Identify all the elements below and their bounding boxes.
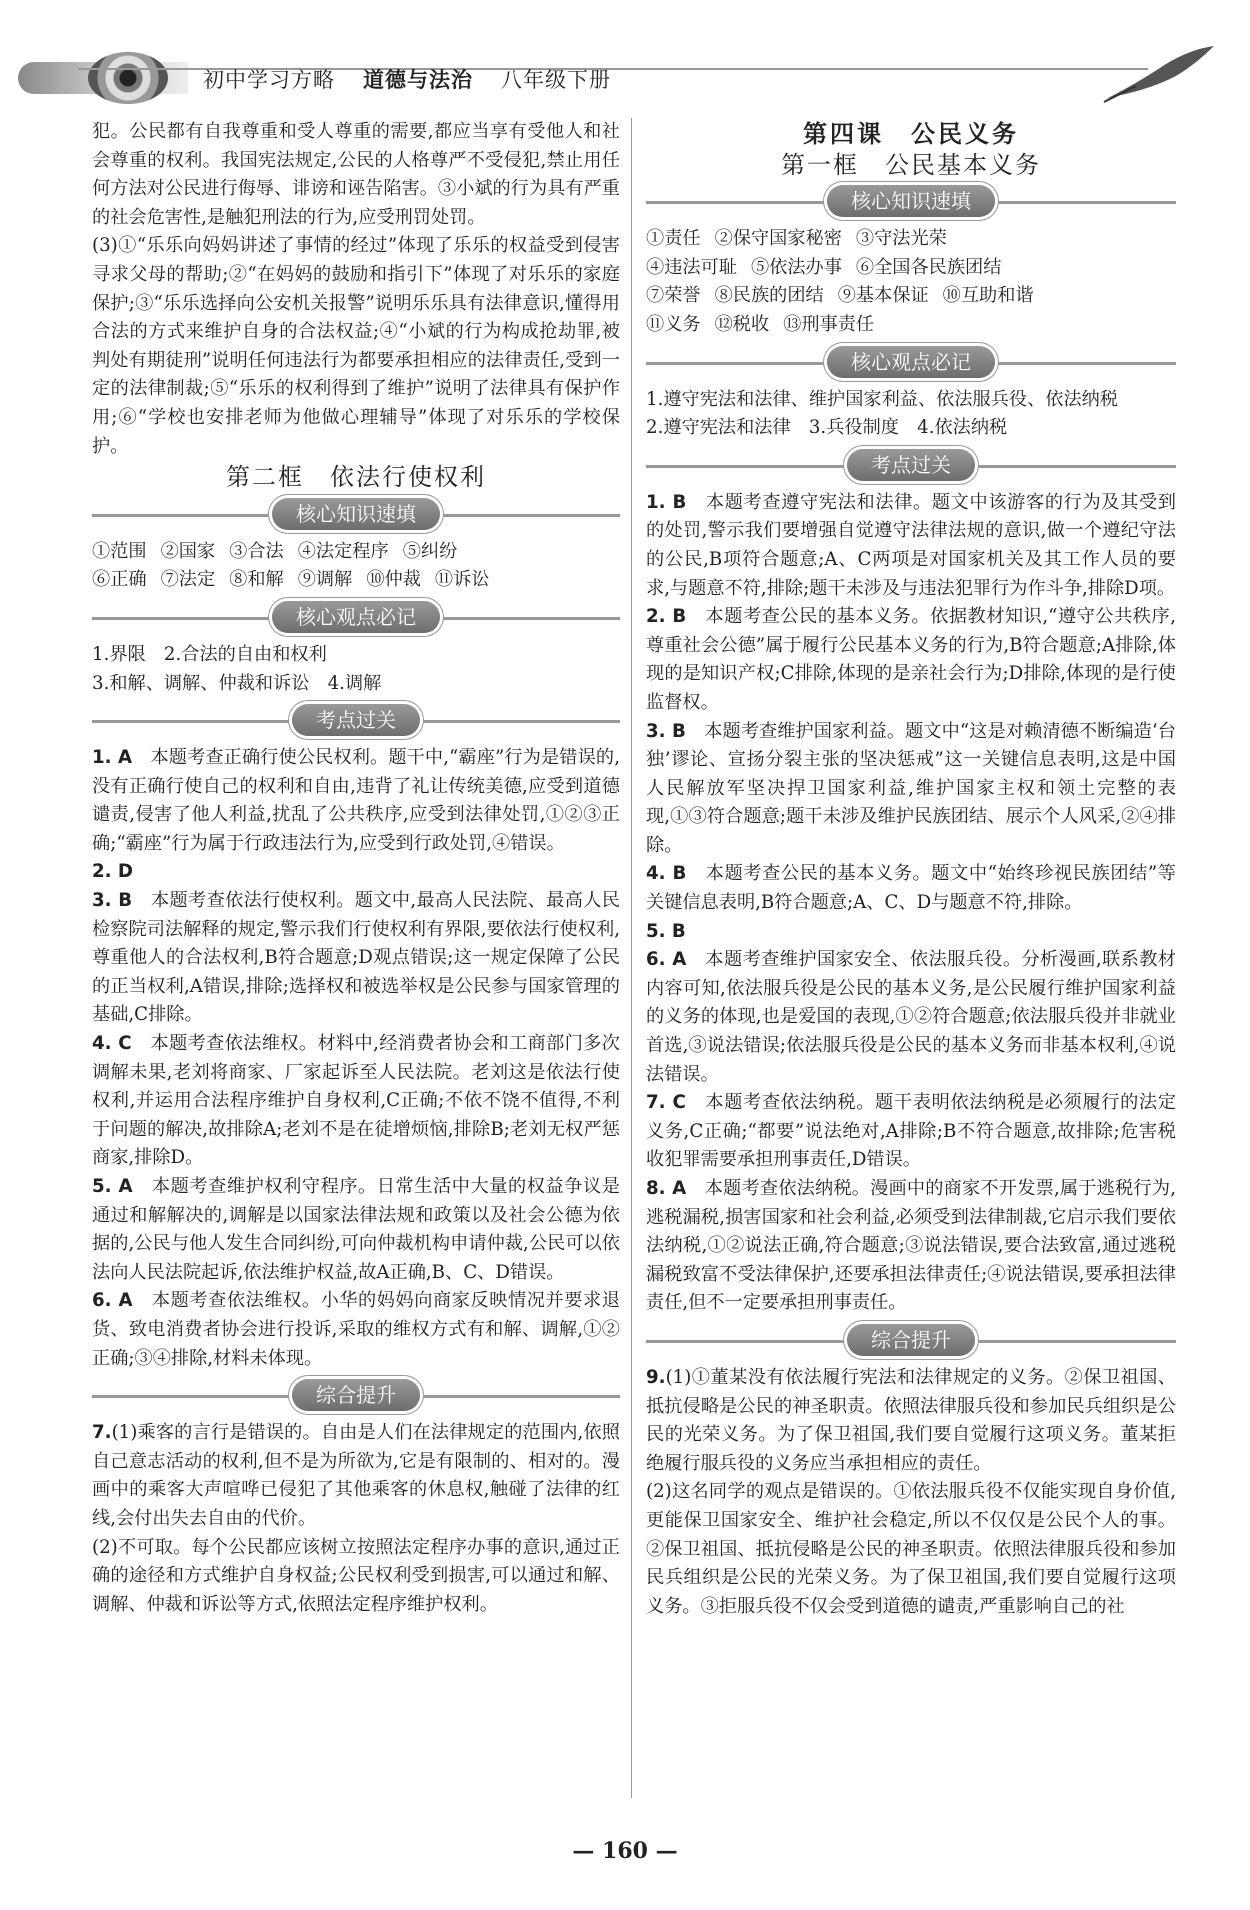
answer-number: 4. B bbox=[646, 863, 687, 885]
intro-paragraph-1: 犯。公民都有自我尊重和受人尊重的需要,都应当享有受他人和社会尊重的权利。我国宪法规定,公民的人格尊严不受侵犯,禁止用任何方法对公民进行侮辱、诽谤和诬告陷害。③小斌的行为具有严重的社会危害性,是触犯刑法的行为,应受刑罚处罚。 bbox=[92, 121, 620, 228]
page-header bbox=[18, 44, 1228, 108]
fill-row bbox=[646, 225, 1176, 254]
frame-title: 第二框 依法行使权利 bbox=[226, 463, 486, 492]
fill-item: ⑪义务 bbox=[646, 313, 701, 335]
fill-item: ⑤依法办事 bbox=[750, 256, 842, 278]
answer-item bbox=[646, 946, 1176, 1089]
point-line: 3.和解、调解、仲裁和诉讼 4.调解 bbox=[92, 672, 382, 694]
feather-icon bbox=[1096, 44, 1216, 104]
section-badge bbox=[92, 498, 620, 532]
fill-item: ⑧民族的团结 bbox=[714, 285, 824, 307]
fill-item: ⑨调解 bbox=[297, 569, 353, 591]
section-label: 核心知识速填 bbox=[272, 498, 440, 530]
intro-paragraph-2: (3)①“乐乐向妈妈讲述了事情的经过”体现了乐乐的权益受到侵害寻求父母的帮助;②“在妈妈的鼓励和指引下”体现了对乐乐的家庭保护;③“乐乐选择向公安机关报警”说明乐乐具有法律意识,懂得用合法的方式来维护自身的合法权益;④“小斌的行为构成抢劫罪,被判处有期徒刑”说明任何违法行为都要承担相应的法律责任,受到一定的法律制裁;⑤“乐乐的权利得到了维护”说明了法律具有保护作用;⑥“学校也安排老师为他做心理辅导”体现了对乐乐的学校保护。 bbox=[92, 235, 620, 457]
answer-number: 5. B bbox=[646, 920, 686, 942]
answer-item bbox=[92, 1287, 620, 1373]
answer-item bbox=[92, 1030, 620, 1173]
fill-row bbox=[646, 254, 1176, 283]
answer-item bbox=[646, 860, 1176, 917]
answer-text: 本题考查正确行使公民权利。题干中,“霸座”行为是错误的,没有正确行使自己的权利和自由,违背了礼让传统美德,应受到道德谴责,侵害了他人利益,扰乱了公共秩序,应受到法律处罚,①②③正确;“霸座”行为属于行政违法行为,应受到行政处罚,④错误。 bbox=[92, 747, 620, 854]
section-label: 综合提升 bbox=[847, 1324, 975, 1356]
section-badge bbox=[92, 1379, 620, 1413]
answer-text: 本题考查公民的基本义务。依据教材知识,“遵守公共秩序,尊重社会公德”属于履行公民基本义务的行为,B符合题意;A排除,体现的是知识产权;C排除,体现的是亲社会行为;D排除,体现的是行使监督权。 bbox=[646, 606, 1176, 713]
column-divider bbox=[631, 118, 632, 1798]
answer-item bbox=[92, 858, 620, 887]
answer-item bbox=[646, 1089, 1176, 1175]
fill-item: ⑦法定 bbox=[160, 569, 216, 591]
section-badge bbox=[646, 1324, 1176, 1358]
fill-row bbox=[92, 538, 620, 567]
answer-text: 本题考查维护国家利益。题文中“这是对赖清德不断编造‘台独’谬论、宣扬分裂主张的坚决惩戒”这一关键信息表明,这是中国人民解放军坚决捍卫国家利益,维护国家主权和领土完整的表现,①③符合题意;题干未涉及维护民族团结、展示个人风采,②④排除。 bbox=[646, 720, 1176, 856]
header-text bbox=[203, 64, 611, 94]
fill-item: ④法定程序 bbox=[297, 540, 389, 562]
fill-item: ②保守国家秘密 bbox=[714, 228, 842, 250]
fill-row bbox=[646, 282, 1176, 311]
answer-number: 3. B bbox=[92, 890, 133, 912]
point-line: 1.遵守宪法和法律、维护国家利益、依法服兵役、依法纳税 bbox=[646, 388, 1119, 410]
fill-item: ⑬刑事责任 bbox=[783, 313, 875, 335]
fill-item: ⑧和解 bbox=[229, 569, 284, 591]
answer-number: 8. A bbox=[646, 1178, 687, 1199]
section-label: 核心观点必记 bbox=[272, 601, 440, 633]
answer-item bbox=[646, 718, 1176, 861]
answer-number: 9. bbox=[646, 1366, 666, 1388]
section-badge bbox=[646, 449, 1176, 483]
fill-item: ⑤纠纷 bbox=[402, 540, 458, 562]
answer-text: 本题考查维护国家安全、依法服兵役。分析漫画,联系教材内容可知,依法服兵役是公民的基本义务,是公民履行维护国家利益的义务的体现,也是爱国的表现,①②符合题意;依法服兵役并非就业首选,③说法错误;依法服兵役是公民的基本义务而非基本权利,④说法错误。 bbox=[646, 949, 1176, 1085]
answer-text: 本题考查依法纳税。漫画中的商家不开发票,属于逃税行为,逃税漏税,损害国家和社会利益,必须受到法律制裁,它启示我们要依法纳税,①②说法正确,符合题意;③说法错误,要合法致富,通过逃税漏税致富不受法律保护,还要承担法律责任;④说法错误,要承担法律责任,但不一定要承担刑事责任。 bbox=[646, 1178, 1176, 1314]
section-label: 综合提升 bbox=[292, 1379, 420, 1411]
fill-item: ⑪诉讼 bbox=[434, 569, 490, 591]
section-label: 考点过关 bbox=[847, 449, 975, 481]
right-column bbox=[646, 118, 1176, 1621]
series-name: 初中学习方略 bbox=[203, 68, 335, 92]
answer-text: 本题考查遵守宪法和法律。题文中该游客的行为及其受到的处罚,警示我们要增强自觉遵守法律法规的意识,做一个遵纪守法的公民,B项符合题意;A、C两项是对国家机关及其工作人员的要求,与题意不符,排除;题干未涉及与违法犯罪行为作斗争,排除D项。 bbox=[646, 491, 1176, 599]
answer-text: 本题考查依法维权。材料中,经消费者协会和工商部门多次调解未果,老刘将商家、厂家起诉至人民法院。老刘这是依法行使权利,并运用合法程序维护自身权利,C正确;不依不饶不值得,不利于问题的解决,故排除A;老刘不是在徒增烦恼,排除B;老刘无权严惩商家,排除D。 bbox=[92, 1033, 620, 1169]
fill-item: ②国家 bbox=[160, 540, 216, 562]
fill-item: ①责任 bbox=[646, 228, 701, 250]
answer-text: 本题考查公民的基本义务。题文中“始终珍视民族团结”等关键信息表明,B符合题意;A、C、D与题意不符,排除。 bbox=[646, 863, 1176, 914]
answer-number: 4. C bbox=[92, 1033, 132, 1055]
section-label: 考点过关 bbox=[292, 704, 420, 736]
section-badge bbox=[92, 601, 620, 635]
fill-item: ①范围 bbox=[92, 540, 147, 562]
answer-number: 1. B bbox=[646, 491, 687, 513]
fill-item: ⑩仲裁 bbox=[366, 569, 421, 591]
page-number: — 160 — bbox=[572, 1838, 678, 1864]
answer-text: (1)乘客的言行是错误的。自由是人们在法律规定的范围内,依照自己意志活动的权利,但不是为所欲为,它是有限制的、相对的。漫画中的乘客大声喧哗已侵犯了其他乘客的休息权,触碰了法律的红线,会付出失去自由的代价。 bbox=[92, 1422, 620, 1529]
answer-item bbox=[92, 744, 620, 858]
answer-paragraph: (2)这名同学的观点是错误的。①依法服兵役不仅能实现自身价值,更能保卫国家安全、维护社会稳定,所以不仅仅是公民个人的事。②保卫祖国、抵抗侵略是公民的神圣职责。依照法律服兵役和参加民兵组织是公民的光荣义务。为了保卫祖国,我们要自觉履行这项义务。③拒服兵役不仅会受到道德的谴责,严重影响自己的社 bbox=[646, 1481, 1176, 1617]
frame-title: 第一框 公民基本义务 bbox=[781, 150, 1041, 179]
fill-item: ⑫税收 bbox=[714, 313, 770, 335]
answer-number: 1. A bbox=[92, 747, 133, 769]
answer-item bbox=[646, 1364, 1176, 1478]
lesson-title: 第四课 公民义务 bbox=[803, 120, 1019, 148]
fill-item: ⑩互助和谐 bbox=[942, 285, 1034, 307]
answer-item bbox=[92, 1173, 620, 1287]
fill-item: ⑥正确 bbox=[92, 569, 147, 591]
answer-item bbox=[646, 1175, 1176, 1318]
answer-item bbox=[646, 603, 1176, 717]
answer-text: 本题考查维护权利守程序。日常生活中大量的权益争议是通过和解解决的,调解是以国家法律法规和政策以及社会公德为依据的,公民与他人发生合同纠纷,可向仲裁机构申请仲裁,公民可以依法向人民法院起诉,依法维护权益,故A正确,B、C、D错误。 bbox=[92, 1176, 620, 1283]
answer-number: 6. A bbox=[646, 949, 687, 971]
answer-item bbox=[92, 887, 620, 1030]
fill-item: ⑥全国各民族团结 bbox=[855, 256, 1002, 278]
fill-item: ③合法 bbox=[229, 540, 284, 562]
eye-logo-icon bbox=[88, 52, 168, 104]
section-badge bbox=[92, 704, 620, 738]
point-line: 1.界限 2.合法的自由和权利 bbox=[92, 643, 327, 665]
answer-text: 本题考查依法维权。小华的妈妈向商家反映情况并要求退货、致电消费者协会进行投诉,采取的维权方式有和解、调解,①②正确;③④排除,材料未体现。 bbox=[92, 1290, 620, 1369]
subject-name: 道德与法治 bbox=[363, 68, 473, 92]
answer-item bbox=[646, 489, 1176, 603]
answer-number: 5. A bbox=[92, 1176, 133, 1197]
section-label: 核心知识速填 bbox=[827, 185, 995, 217]
fill-row bbox=[646, 311, 1176, 340]
grade-name: 八年级下册 bbox=[501, 68, 611, 92]
section-badge bbox=[646, 185, 1176, 219]
answer-number: 7. C bbox=[646, 1092, 686, 1114]
answer-number: 6. A bbox=[92, 1290, 133, 1312]
answer-item bbox=[92, 1419, 620, 1533]
fill-row bbox=[92, 566, 620, 595]
answer-number: 7. bbox=[92, 1422, 112, 1444]
fill-item: ⑨基本保证 bbox=[837, 285, 929, 307]
section-badge bbox=[646, 346, 1176, 380]
point-line: 2.遵守宪法和法律 3.兵役制度 4.依法纳税 bbox=[646, 417, 1008, 439]
fill-item: ④违法可耻 bbox=[646, 256, 737, 278]
answer-paragraph: (2)不可取。每个公民都应该树立按照法定程序办事的意识,通过正确的途径和方式维护自身权益;公民权利受到损害,可以通过和解、调解、仲裁和诉讼等方式,依照法定程序维护权利。 bbox=[92, 1536, 620, 1615]
answer-text: 本题考查依法行使权利。题文中,最高人民法院、最高人民检察院司法解释的规定,警示我们行使权利有界限,要依法行使权利,尊重他人的合法权利,B符合题意;D观点错误;这一规定保障了公民的正当权利,A错误,排除;选择权和被选举权是公民参与国家管理的基础,C排除。 bbox=[92, 890, 620, 1026]
answer-number: 2. D bbox=[92, 861, 133, 883]
left-column bbox=[92, 118, 620, 1619]
answer-number: 3. B bbox=[646, 720, 686, 742]
answer-text: (1)①董某没有依法履行宪法和法律规定的义务。②保卫祖国、抵抗侵略是公民的神圣职责。依照法律服兵役和参加民兵组织是公民的光荣义务。为了保卫祖国,我们要自觉履行这项义务。董某拒绝履行服兵役的义务应当承担相应的责任。 bbox=[646, 1366, 1176, 1474]
answer-item bbox=[646, 918, 1176, 947]
answer-number: 2. B bbox=[646, 606, 687, 628]
fill-item: ⑦荣誉 bbox=[646, 285, 701, 307]
fill-item: ③守法光荣 bbox=[855, 228, 947, 250]
answer-text: 本题考查依法纳税。题干表明依法纳税是必须履行的法定义务,C正确;“都要”说法绝对,A排除;B不符合题意,故排除;危害税收犯罪需要承担刑事责任,D错误。 bbox=[646, 1092, 1176, 1171]
section-label: 核心观点必记 bbox=[827, 346, 995, 378]
